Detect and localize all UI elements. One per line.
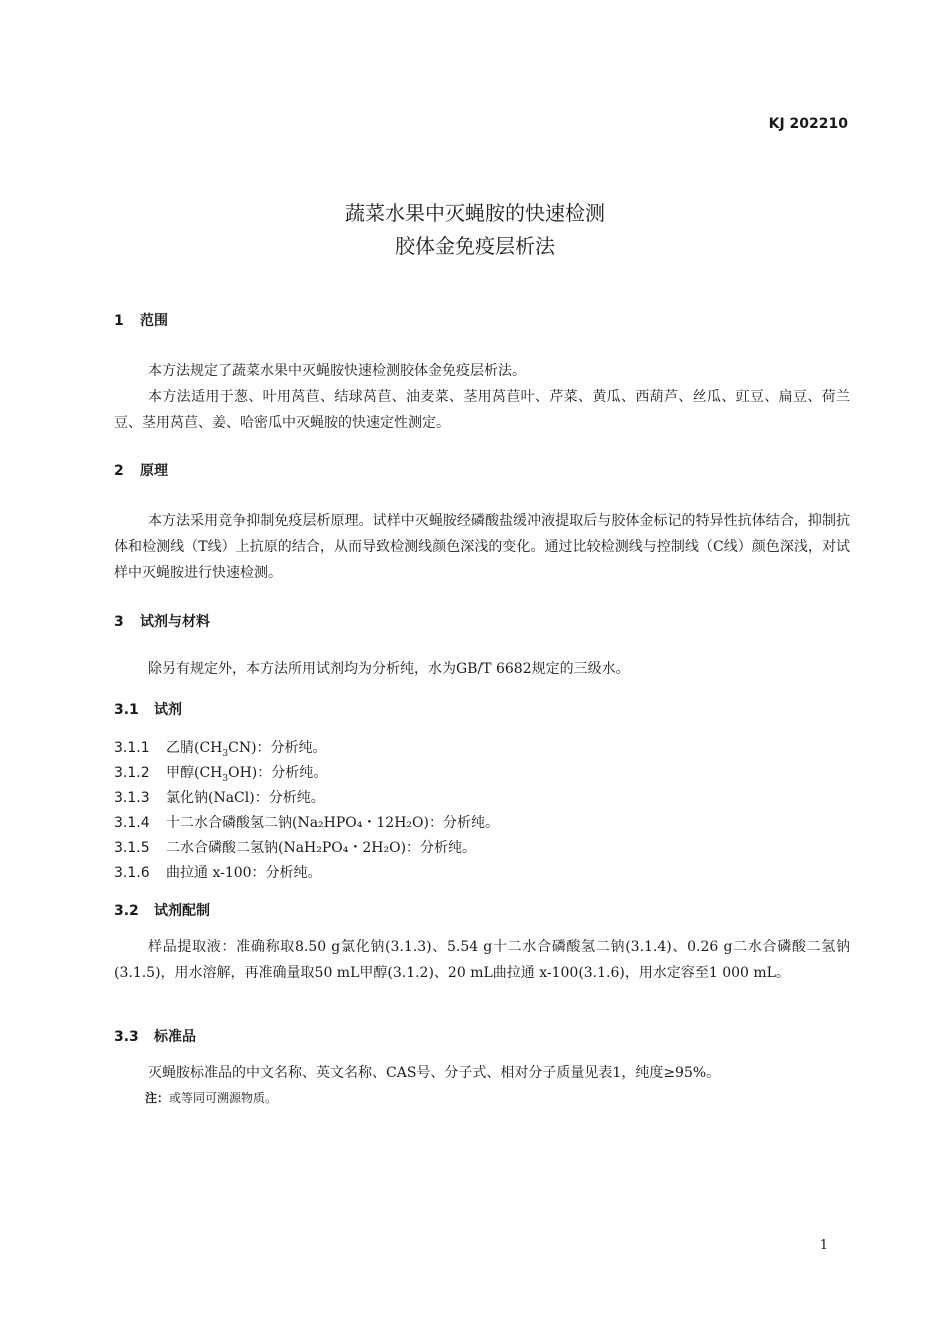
section-3-body: [114, 656, 850, 682]
section-number: 1: [114, 313, 124, 329]
paragraph: 本方法规定了蔬菜水果中灭蝇胺快速检测胶体金免疫层析法。: [148, 363, 526, 379]
note-label: 注：: [145, 1091, 170, 1105]
section-number: 3.1: [114, 702, 139, 718]
section-3-2-heading: [114, 900, 210, 920]
section-2-heading: [114, 460, 168, 480]
section-3-heading: [114, 611, 210, 631]
paragraph: 本方法适用于葱、叶用莴苣、结球莴苣、油麦菜、茎用莴苣叶、芹菜、黄瓜、西葫芦、丝瓜、豇豆、扁豆、荷兰豆、茎用莴苣、姜、哈密瓜中灭蝇胺的快速定性测定。: [114, 389, 850, 431]
section-title: 标准品: [154, 1029, 196, 1045]
item-text: 十二水合磷酸氢二钠(Na₂HPO₄・12H₂O)：分析纯。: [166, 815, 499, 831]
section-1-body: [114, 358, 850, 436]
section-title: 试剂配制: [154, 903, 210, 919]
item-number: 3.1.3: [114, 790, 150, 806]
section-number: 3: [114, 614, 124, 630]
item-number: 3.1.2: [114, 765, 150, 781]
paragraph: 本方法采用竞争抑制免疫层析原理。试样中灭蝇胺经磷酸盐缓冲液提取后与胶体金标记的特异性抗体结合，抑制抗体和检测线（T线）上抗原的结合，从而导致检测线颜色深浅的变化。通过比较检测线与控制线（C线）颜色深浅，对试样中灭蝇胺进行快速检测。: [114, 513, 850, 581]
section-title: 范围: [140, 313, 168, 329]
item-text: 乙腈$(CH_3CN)$：分析纯。: [166, 740, 327, 759]
paragraph: 除另有规定外，本方法所用试剂均为分析纯，水为GB/T 6682规定的三级水。: [148, 661, 630, 677]
section-2-body: [114, 508, 850, 586]
reagent-item: [114, 737, 327, 759]
item-number: 3.1.5: [114, 840, 150, 856]
item-number: 3.1.4: [114, 815, 150, 831]
reagent-item: [114, 837, 476, 857]
section-number: 2: [114, 463, 124, 479]
section-3-1-heading: [114, 699, 182, 719]
item-text: 二水合磷酸二氢钠(NaH₂PO₄・2H₂O)：分析纯。: [166, 840, 477, 856]
page-number: 1: [819, 1238, 828, 1253]
reagent-item: [114, 862, 322, 882]
item-text: 氯化钠(NaCl)：分析纯。: [166, 790, 325, 806]
section-1-heading: [114, 310, 168, 330]
reagent-item: [114, 787, 325, 807]
section-title: 原理: [140, 463, 168, 479]
section-3-2-body: [114, 934, 850, 986]
reagent-item: [114, 762, 327, 784]
section-title: 试剂: [154, 702, 182, 718]
document-title-line1: 蔬菜水果中灭蝇胺的快速检测: [345, 201, 605, 225]
section-title: 试剂与材料: [140, 614, 210, 630]
document-code: KJ 202210: [768, 116, 848, 132]
document-title-line2: 胶体金免疫层析法: [395, 234, 555, 258]
paragraph: 灭蝇胺标准品的中文名称、英文名称、CAS号、分子式、相对分子质量见表1，纯度≥95%。: [148, 1065, 721, 1081]
paragraph: 样品提取液：准确称取8.50 g氯化钠(3.1.3)、5.54 g十二水合磷酸氢二钠(3.1.4)、0.26 g二水合磷酸二氢钠(3.1.5)，用水溶解，再准确量取50 mL甲醇(3.1.2)、20 mL曲拉通 x-100(3.1.6)，用水定容至1 000 mL。: [114, 939, 850, 981]
section-3-3-heading: [114, 1026, 196, 1046]
reagent-item: [114, 812, 499, 832]
section-number: 3.3: [114, 1029, 139, 1045]
item-text: 曲拉通 x-100：分析纯。: [166, 865, 322, 881]
section-3-3-body: [114, 1060, 850, 1086]
item-number: 3.1.6: [114, 865, 150, 881]
item-text: 甲醇$(CH_3OH)$：分析纯。: [166, 765, 328, 784]
section-number: 3.2: [114, 903, 139, 919]
item-number: 3.1.1: [114, 740, 150, 756]
note: [145, 1089, 277, 1106]
note-text: 或等同可溯源物质。: [169, 1091, 278, 1105]
